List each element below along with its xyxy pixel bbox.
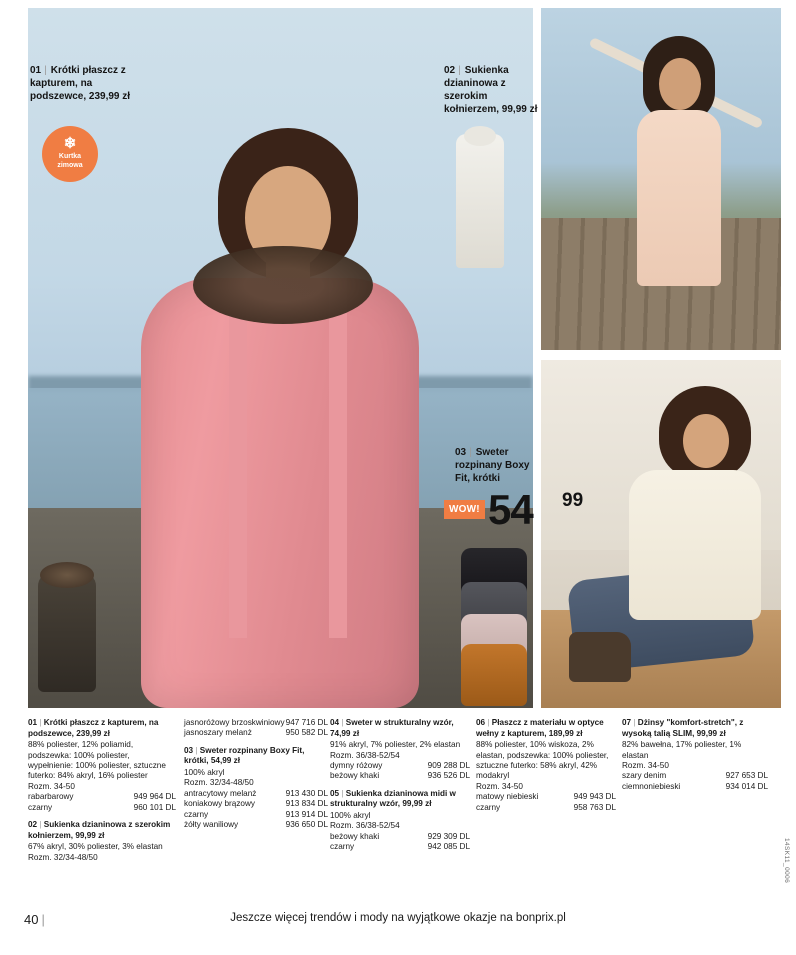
color-code-row — [476, 803, 616, 813]
page-number-separator: | — [41, 912, 45, 927]
badge-line-1: Kurtka — [58, 153, 82, 160]
product-number: 06 — [476, 718, 486, 727]
cardigan-cognac — [461, 644, 527, 706]
spacer — [28, 813, 176, 820]
callout-01 — [30, 64, 140, 103]
product-spec: 91% akryl, 7% poliester, 2% elastan — [330, 740, 461, 750]
color-name: czarny — [28, 802, 53, 812]
product-title: Sweter w strukturalny wzór, 74,99 zł — [330, 718, 454, 738]
product-heading — [476, 718, 616, 739]
color-name: rabarbarowy — [28, 792, 74, 802]
color-code-row — [184, 820, 328, 830]
color-name: jasnoszary melanż — [184, 728, 252, 738]
product-spec: Rozm. 32/34-48/50 — [28, 852, 98, 862]
color-name: żółty waniliowy — [184, 820, 239, 830]
product-number: 02 — [28, 820, 38, 830]
badge-line-2: zimowa — [57, 162, 83, 169]
details-column-3 — [330, 718, 470, 853]
model-cream-cardigan — [629, 470, 761, 620]
spacer — [184, 739, 328, 746]
product-heading — [330, 718, 470, 739]
article-code: 958 763 DL — [573, 802, 616, 812]
product-heading — [330, 789, 470, 810]
callout-separator: | — [44, 65, 47, 76]
product-details-area — [28, 718, 768, 888]
photo-knit-dress-pier — [541, 8, 781, 350]
photo-cream-cardigan — [541, 360, 781, 708]
product-spec: Rozm. 34-50 — [622, 761, 669, 770]
product-title: Sweter rozpinany Boxy Fit, krótki, 54,99 zł — [184, 745, 305, 766]
article-code: 913 914 DL — [285, 809, 328, 819]
color-code-row — [184, 810, 328, 820]
color-code-row — [28, 792, 176, 802]
color-name: matowy niebieski — [476, 792, 539, 802]
article-code: 936 526 DL — [427, 771, 470, 781]
product-number: 07 — [622, 718, 632, 727]
article-code: 913 834 DL — [285, 799, 328, 809]
color-name: beżowy khaki — [330, 771, 380, 781]
model-knit-dress — [637, 110, 721, 286]
color-code-row — [184, 789, 328, 799]
callout-text: Krótki płaszcz z kapturem, na podszewce, 239,99 zł — [30, 65, 131, 102]
color-code-row — [184, 728, 328, 738]
callout-separator: | — [458, 65, 461, 76]
details-column-1 — [28, 718, 176, 863]
wow-badge: WOW! — [444, 500, 485, 519]
product-spec: Rozm. 36/38-52/54 — [330, 821, 400, 831]
model-boot — [569, 632, 631, 682]
dress-body — [456, 134, 504, 268]
product-thumb-black-coat — [24, 556, 110, 704]
details-column-5 — [622, 718, 768, 792]
product-spec: 100% akryl — [184, 768, 225, 777]
product-title: Sukienka dzianinowa midi w strukturalny wzór, 99,99 zł — [330, 788, 456, 809]
side-print-code: 14SK11_0006 — [783, 838, 790, 884]
heading-separator: | — [37, 820, 44, 830]
color-code-row — [184, 718, 328, 728]
product-title: Krótki płaszcz z kapturem, na podszewce, 239,99 zł — [28, 718, 159, 738]
heading-separator: | — [37, 718, 44, 727]
color-code-row — [184, 799, 328, 809]
article-code: 949 964 DL — [133, 792, 176, 802]
product-thumb-cardigan-colors — [455, 548, 535, 708]
callout-text: Sweter rozpinany Boxy Fit, krótki — [455, 447, 530, 484]
product-heading — [28, 718, 176, 739]
price-whole: 54 — [488, 486, 533, 533]
color-name: szary denim — [622, 771, 667, 781]
heading-separator: | — [339, 788, 346, 798]
page-number-value: 40 — [24, 912, 39, 927]
callout-number: 02 — [444, 65, 456, 76]
product-spec: Rozm. 34-50 — [476, 781, 523, 791]
color-code-row — [622, 771, 768, 781]
color-name: koniakowy brązowy — [184, 799, 255, 809]
model-figure — [133, 128, 423, 708]
article-code: 909 288 DL — [427, 761, 470, 770]
callout-number: 01 — [30, 65, 42, 76]
coat-fur-hood — [40, 562, 94, 588]
article-code: 950 582 DL — [285, 728, 328, 738]
spacer — [330, 782, 470, 789]
dress-collar — [464, 126, 496, 146]
details-column-2 — [184, 718, 328, 830]
article-code: 934 014 DL — [725, 781, 768, 791]
color-code-row — [330, 832, 470, 842]
coat-body — [38, 572, 96, 692]
details-column-4 — [476, 718, 616, 813]
color-name: czarny — [184, 809, 209, 819]
winter-jacket-badge — [42, 126, 98, 182]
footer-slogan: Jeszcze więcej trendów i mody na wyjątkowe okazje na bonprix.pl — [230, 912, 566, 924]
article-code: 936 650 DL — [285, 820, 328, 830]
coat-fur-hood — [193, 246, 373, 324]
model-face — [683, 414, 729, 468]
product-spec: 100% akryl — [330, 811, 371, 820]
product-title: Płaszcz z materiału w optyce wełny z kapturem, 189,99 zł — [476, 718, 604, 738]
heading-separator: | — [193, 745, 200, 755]
price-cents: 99 — [562, 490, 584, 511]
color-name: dymny różowy — [330, 761, 383, 770]
color-code-row — [622, 782, 768, 792]
product-thumb-grey-dress — [438, 120, 520, 280]
article-code: 949 943 DL — [573, 792, 616, 802]
product-spec: Rozm. 34-50 — [28, 781, 75, 791]
heading-separator: | — [631, 718, 638, 727]
model-face — [659, 58, 701, 110]
product-number: 03 — [184, 745, 194, 755]
product-spec: 88% poliester, 12% poliamid, podszewka: 100% poliester, wypełnienie: 100% poliester, sztuczne futerko: 84% akryl, 16% poliester — [28, 740, 166, 781]
article-code: 929 309 DL — [427, 831, 470, 841]
callout-number: 03 — [455, 447, 467, 458]
product-heading — [28, 820, 176, 841]
callout-02 — [444, 64, 544, 116]
callout-separator: | — [469, 447, 472, 458]
product-number: 01 — [28, 718, 38, 727]
article-code: 927 653 DL — [725, 771, 768, 781]
color-code-row — [28, 803, 176, 813]
product-number: 05 — [330, 788, 340, 798]
color-name: czarny — [330, 842, 355, 852]
color-name: czarny — [476, 802, 501, 812]
article-code: 960 101 DL — [133, 802, 176, 812]
callout-text: Sukienka dzianinowa z szerokim kołnierzem, 99,99 zł — [444, 65, 538, 115]
product-title: Sukienka dzianinowa z szerokim kołnierzem, 99,99 zł — [28, 820, 171, 840]
product-spec: Rozm. 32/34-48/50 — [184, 778, 254, 788]
product-heading — [622, 718, 768, 739]
color-code-row — [476, 792, 616, 802]
heading-separator: | — [339, 718, 346, 727]
product-title: Dżinsy "komfort-stretch", z wysoką talią SLIM, 99,99 zł — [622, 718, 744, 738]
product-number: 04 — [330, 718, 340, 727]
product-spec: 82% bawełna, 17% poliester, 1% elastan — [622, 740, 742, 760]
coat-front-opening — [229, 278, 347, 638]
product-heading — [184, 746, 328, 767]
heading-separator: | — [485, 718, 492, 727]
snowflake-icon: ❄ — [63, 135, 77, 152]
product-spec: 88% poliester, 10% wiskoza, 2% elastan, podszewka: 100% poliester, sztuczne futerko: 58% akryl, 42% modakryl — [476, 740, 609, 781]
page-footer — [0, 900, 796, 955]
product-spec: Rozm. 36/38-52/54 — [330, 750, 400, 760]
color-name: ciemnoniebieski — [622, 781, 681, 791]
color-name: antracytowy melanż — [184, 788, 257, 798]
color-name: jasnoróżowy brzoskwiniowy — [184, 718, 285, 727]
color-code-row — [330, 842, 470, 852]
article-code: 942 085 DL — [427, 842, 470, 852]
color-code-row — [330, 761, 470, 771]
model-figure-dress — [627, 36, 731, 286]
article-code: 913 430 DL — [285, 788, 328, 798]
product-spec: 67% akryl, 30% poliester, 3% elastan — [28, 842, 163, 852]
callout-03 — [455, 446, 535, 485]
color-code-row — [330, 771, 470, 781]
color-name: beżowy khaki — [330, 831, 380, 841]
article-code: 947 716 DL — [285, 718, 328, 727]
